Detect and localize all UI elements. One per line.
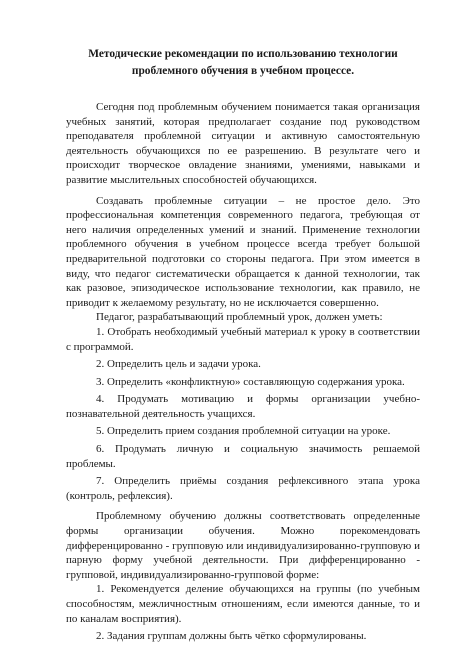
title-line-1: Методические рекомендации по использованию технологии [88,48,398,60]
skills-list-item: 1. Отобрать необходимый учебный материал к уроку в соответствии с программой. [66,325,420,353]
skills-list-item: 4. Продумать мотивацию и формы организации учебно-познавательной деятельность учащихся. [66,393,420,420]
group-list-item: 2. Задания группам должны быть чётко сформулированы. [96,630,367,643]
paragraph-skills-intro: Педагог, разрабатывающий проблемный урок, должен уметь: [96,311,383,324]
paragraph-organization-forms: Проблемному обучению должны соответствовать определенные формы организации обучения. Можно порекомендовать дифференцированно - групповую или индивидуализированно-групповую и парную форму учебной деятельности. При дифференцированно - групповой, индивидуализированно-групповой форме: [66,510,420,581]
skills-list [66,325,420,504]
title-line-2: проблемного обучения в учебном процессе. [131,65,355,77]
group-form-list [66,582,420,643]
skills-list-item: 3. Определить «конфликтную» составляющую содержания урока. [96,375,405,388]
skills-list-item: 7. Определить приёмы создания рефлексивного этапа урока (контроль, рефлексия). [66,475,420,502]
document-title [66,46,420,80]
skills-list-item: 2. Определить цель и задачи урока. [96,358,261,371]
group-list-item: 1. Рекомендуется деление обучающихся на группы (по учебным способностям, межличностным отношениям, если имеются данные, то и по каналам восприятия). [66,583,420,625]
paragraph-competence: Создавать проблемные ситуации – не простое дело. Это профессиональная компетенция современного педагога, требующая от него наличия определенных умений и знаний. Применение технологии проблемного обучения в учебном процессе всегда требует большой предварительной подготовки со стороны педагога. При этом имеется в виду, что педагог систематически обращается к данной технологии, так как разовое, эпизодическое использование технологии, как правило, не приводит к желаемому результату, но не исключается совершенно. [66,194,420,309]
skills-list-item: 6. Продумать личную и социальную значимость решаемой проблемы. [66,443,420,470]
paragraph-definition: Сегодня под проблемным обучением понимается такая организация учебных занятий, которая предполагает создание под руководством преподавателя проблемной ситуации и активную самостоятельную деятельность обучающихся по ее разрешению. В результате чего и происходит творческое овладение знаниями, умениями, навыками и развитие мыслительных способностей обучающихся. [66,101,420,186]
skills-list-item: 5. Определить прием создания проблемной ситуации на уроке. [96,425,391,438]
